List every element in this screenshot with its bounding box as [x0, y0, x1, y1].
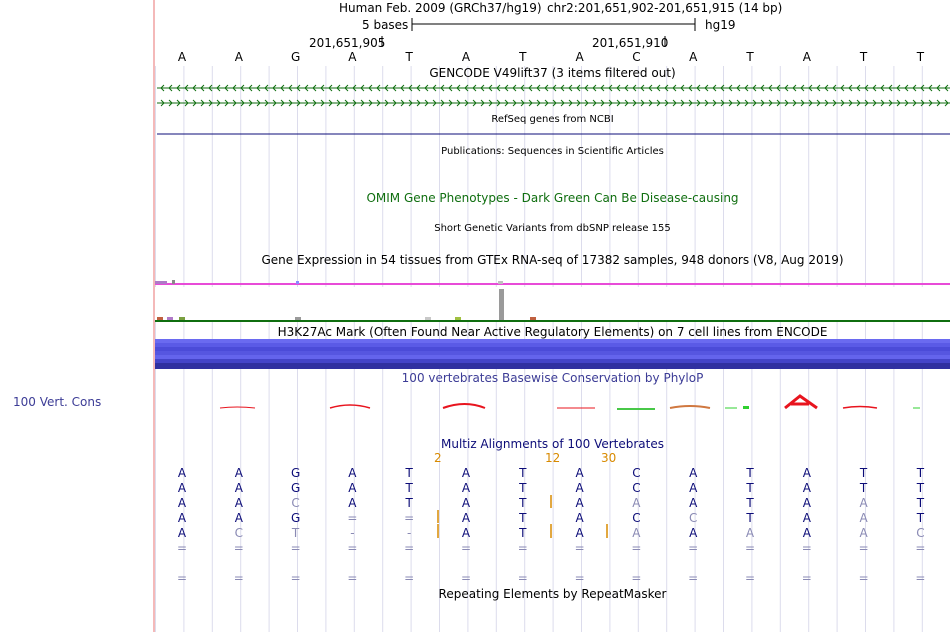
- alignment-base: C: [632, 466, 641, 480]
- gap-count-2: 12: [545, 451, 561, 465]
- alignment-base: =: [233, 571, 244, 585]
- alignment-base: =: [460, 571, 472, 585]
- ruler-base: A: [234, 50, 243, 64]
- alignment-base: A: [802, 481, 811, 495]
- alignment-base: T: [746, 466, 754, 480]
- h3k27ac-band: [155, 343, 950, 347]
- track-labels-column: 100 Vert. Cons: [13, 395, 102, 409]
- alignment-base: A: [177, 511, 187, 525]
- alignment-base: A: [859, 526, 868, 540]
- alignment-base: A: [575, 511, 584, 525]
- alignment-base: =: [801, 541, 812, 555]
- ruler-base: A: [348, 50, 357, 64]
- alignment-base: =: [233, 541, 244, 555]
- gtex-track-title: Gene Expression in 54 tissues from GTEx RNA-seq of 17382 samples, 948 donors (V8, Aug 2019): [261, 253, 844, 267]
- alignment-base: A: [859, 511, 868, 525]
- alignment-base: C: [688, 511, 698, 525]
- alignment-base: G: [290, 511, 301, 525]
- ruler-base: A: [689, 50, 698, 64]
- phylop-peak: [843, 407, 877, 409]
- alignment-base: A: [859, 496, 868, 510]
- alignment-base: A: [234, 466, 243, 480]
- phylop-peak: [743, 406, 749, 409]
- phylop-peak: [670, 406, 710, 408]
- alignment-base: A: [632, 526, 641, 540]
- alignment-base: =: [858, 541, 869, 555]
- alignment-base: =: [176, 571, 188, 585]
- gtex-bar: [295, 317, 301, 320]
- ruler-base: G: [290, 50, 301, 64]
- alignment-base: G: [290, 466, 301, 480]
- alignment-base: =: [915, 571, 926, 585]
- gtex-bar: [455, 317, 461, 320]
- ruler-base: A: [802, 50, 811, 64]
- track-image-area[interactable]: [155, 0, 950, 632]
- alignment-base: T: [859, 481, 868, 495]
- ruler-base: T: [916, 50, 925, 64]
- gtex-bar: [172, 280, 175, 284]
- alignment-base: T: [519, 481, 527, 495]
- alignment-base: A: [177, 496, 187, 510]
- alignment-base: =: [688, 541, 699, 555]
- alignment-base: C: [234, 526, 243, 540]
- ruler-base: T: [519, 50, 527, 64]
- h3k27ac-band: [155, 363, 950, 369]
- alignment-base: A: [348, 466, 357, 480]
- alignment-base: A: [689, 466, 698, 480]
- alignment-base: =: [915, 541, 926, 555]
- phylop-peak: [443, 404, 485, 408]
- gencode-track-title: GENCODE V49lift37 (3 items filtered out): [429, 66, 676, 80]
- gtex-panel: [155, 287, 950, 320]
- phylop-track-title: 100 vertebrates Basewise Conservation by PhyloP: [401, 371, 704, 385]
- alignment-base: T: [916, 466, 925, 480]
- multiz-track-title: Multiz Alignments of 100 Vertebrates: [440, 437, 665, 451]
- alignment-base: T: [519, 466, 527, 480]
- alignment-base: =: [404, 571, 415, 585]
- alignment-base: A: [575, 481, 584, 495]
- gtex-bar: [155, 281, 167, 284]
- alignment-base: A: [177, 526, 187, 540]
- phylop-peak: [220, 407, 255, 408]
- alignment-base: T: [916, 511, 925, 525]
- ruler-base: T: [746, 50, 754, 64]
- alignment-base: A: [802, 496, 811, 510]
- alignment-base: A: [575, 496, 584, 510]
- alignment-base: T: [519, 496, 527, 510]
- alignment-base: =: [631, 541, 642, 555]
- alignment-base: A: [234, 496, 243, 510]
- alignment-base: =: [404, 511, 415, 525]
- gtex-bar: [530, 317, 536, 320]
- alignment-base: T: [405, 496, 413, 510]
- alignment-base: =: [744, 541, 756, 555]
- alignment-base: A: [461, 511, 471, 525]
- alignment-base: =: [517, 571, 528, 585]
- h3k27ac-track-title: H3K27Ac Mark (Often Found Near Active Regulatory Elements) on 7 cell lines from ENCODE: [277, 325, 828, 339]
- gap-count-1: 2: [434, 451, 442, 465]
- gtex-bar: [296, 281, 299, 284]
- alignment-base: A: [802, 526, 811, 540]
- scale-db: hg19: [705, 18, 736, 32]
- gtex-bar: [157, 317, 163, 320]
- assembly-title: Human Feb. 2009 (GRCh37/hg19): [339, 1, 542, 15]
- alignment-base: =: [347, 541, 358, 555]
- alignment-base: A: [348, 496, 357, 510]
- alignment-base: =: [574, 541, 585, 555]
- track-graphics: [155, 0, 950, 632]
- gtex-bar: [179, 317, 185, 320]
- gtex-bar: [498, 281, 503, 284]
- alignment-base: T: [859, 466, 868, 480]
- phylop-letter-a: [785, 396, 817, 408]
- gap-count-3: 30: [601, 451, 617, 465]
- gtex-bar-tall: [499, 289, 504, 320]
- ruler-base: A: [575, 50, 584, 64]
- alignment-base: A: [461, 481, 471, 495]
- alignment-base: =: [290, 541, 301, 555]
- ruler-base: T: [859, 50, 868, 64]
- alignment-base: T: [405, 481, 413, 495]
- alignment-base: A: [461, 466, 471, 480]
- dbsnp-track-title: Short Genetic Variants from dbSNP release 155: [434, 223, 671, 234]
- alignment-base: =: [347, 571, 358, 585]
- alignment-base: A: [575, 466, 584, 480]
- alignment-base: T: [519, 526, 527, 540]
- alignment-base: A: [177, 466, 187, 480]
- alignment-base: =: [688, 571, 699, 585]
- refseq-track-title: RefSeq genes from NCBI: [491, 114, 614, 125]
- alignment-base: T: [916, 481, 925, 495]
- repeatmasker-track-title: Repeating Elements by RepeatMasker: [438, 587, 667, 601]
- alignment-base: A: [802, 511, 811, 525]
- omim-track-title: OMIM Gene Phenotypes - Dark Green Can Be Disease-causing: [366, 191, 739, 205]
- alignment-base: =: [858, 571, 869, 585]
- alignment-base: A: [689, 496, 698, 510]
- alignment-base: A: [234, 481, 243, 495]
- alignment-base: =: [631, 571, 642, 585]
- alignment-base: T: [405, 466, 413, 480]
- alignment-base: -: [350, 526, 355, 540]
- alignment-base: C: [632, 511, 641, 525]
- alignment-base: -: [407, 526, 412, 540]
- alignment-base: C: [632, 481, 641, 495]
- gtex-bar: [425, 317, 431, 320]
- alignment-base: C: [916, 526, 925, 540]
- position-readout: chr2:201,651,902-201,651,915 (14 bp): [547, 1, 783, 15]
- alignment-base: =: [347, 511, 358, 525]
- h3k27ac-band: [155, 359, 950, 363]
- alignment-base: =: [176, 541, 188, 555]
- alignment-base: A: [575, 526, 584, 540]
- alignment-base: T: [746, 496, 754, 510]
- ruler-base: C: [632, 50, 641, 64]
- alignment-base: A: [802, 466, 811, 480]
- alignment-base: T: [519, 511, 527, 525]
- ruler-base: A: [177, 50, 187, 64]
- alignment-base: A: [632, 496, 641, 510]
- coordinate-label-2: 201,651,910: [592, 36, 669, 50]
- alignment-base: A: [689, 481, 698, 495]
- alignment-base: =: [404, 541, 415, 555]
- alignment-base: C: [291, 496, 300, 510]
- publications-track-title: Publications: Sequences in Scientific Articles: [441, 146, 664, 157]
- alignment-base: A: [234, 511, 243, 525]
- alignment-base: A: [461, 496, 471, 510]
- alignment-base: =: [744, 571, 756, 585]
- scale-text: 5 bases: [362, 18, 409, 32]
- alignment-base: A: [461, 526, 471, 540]
- gtex-bar: [167, 317, 173, 320]
- alignment-base: A: [689, 526, 698, 540]
- h3k27ac-band: [155, 347, 950, 351]
- h3k27ac-band: [155, 351, 950, 355]
- alignment-base: T: [746, 511, 754, 525]
- alignment-base: A: [348, 481, 357, 495]
- alignment-base: =: [801, 571, 812, 585]
- alignment-base: =: [574, 571, 585, 585]
- phylop-peak: [330, 405, 370, 408]
- h3k27ac-band: [155, 355, 950, 359]
- ruler-base: T: [405, 50, 413, 64]
- alignment-base: T: [746, 481, 754, 495]
- alignment-base: T: [916, 496, 925, 510]
- alignment-base: =: [460, 541, 472, 555]
- alignment-base: A: [745, 526, 755, 540]
- alignment-base: T: [291, 526, 300, 540]
- alignment-base: A: [177, 481, 187, 495]
- alignment-base: =: [290, 571, 301, 585]
- alignment-base: =: [517, 541, 528, 555]
- ruler-base: A: [461, 50, 471, 64]
- h3k27ac-band: [155, 339, 950, 343]
- coordinate-label-1: 201,651,905: [309, 36, 386, 50]
- alignment-base: G: [290, 481, 301, 495]
